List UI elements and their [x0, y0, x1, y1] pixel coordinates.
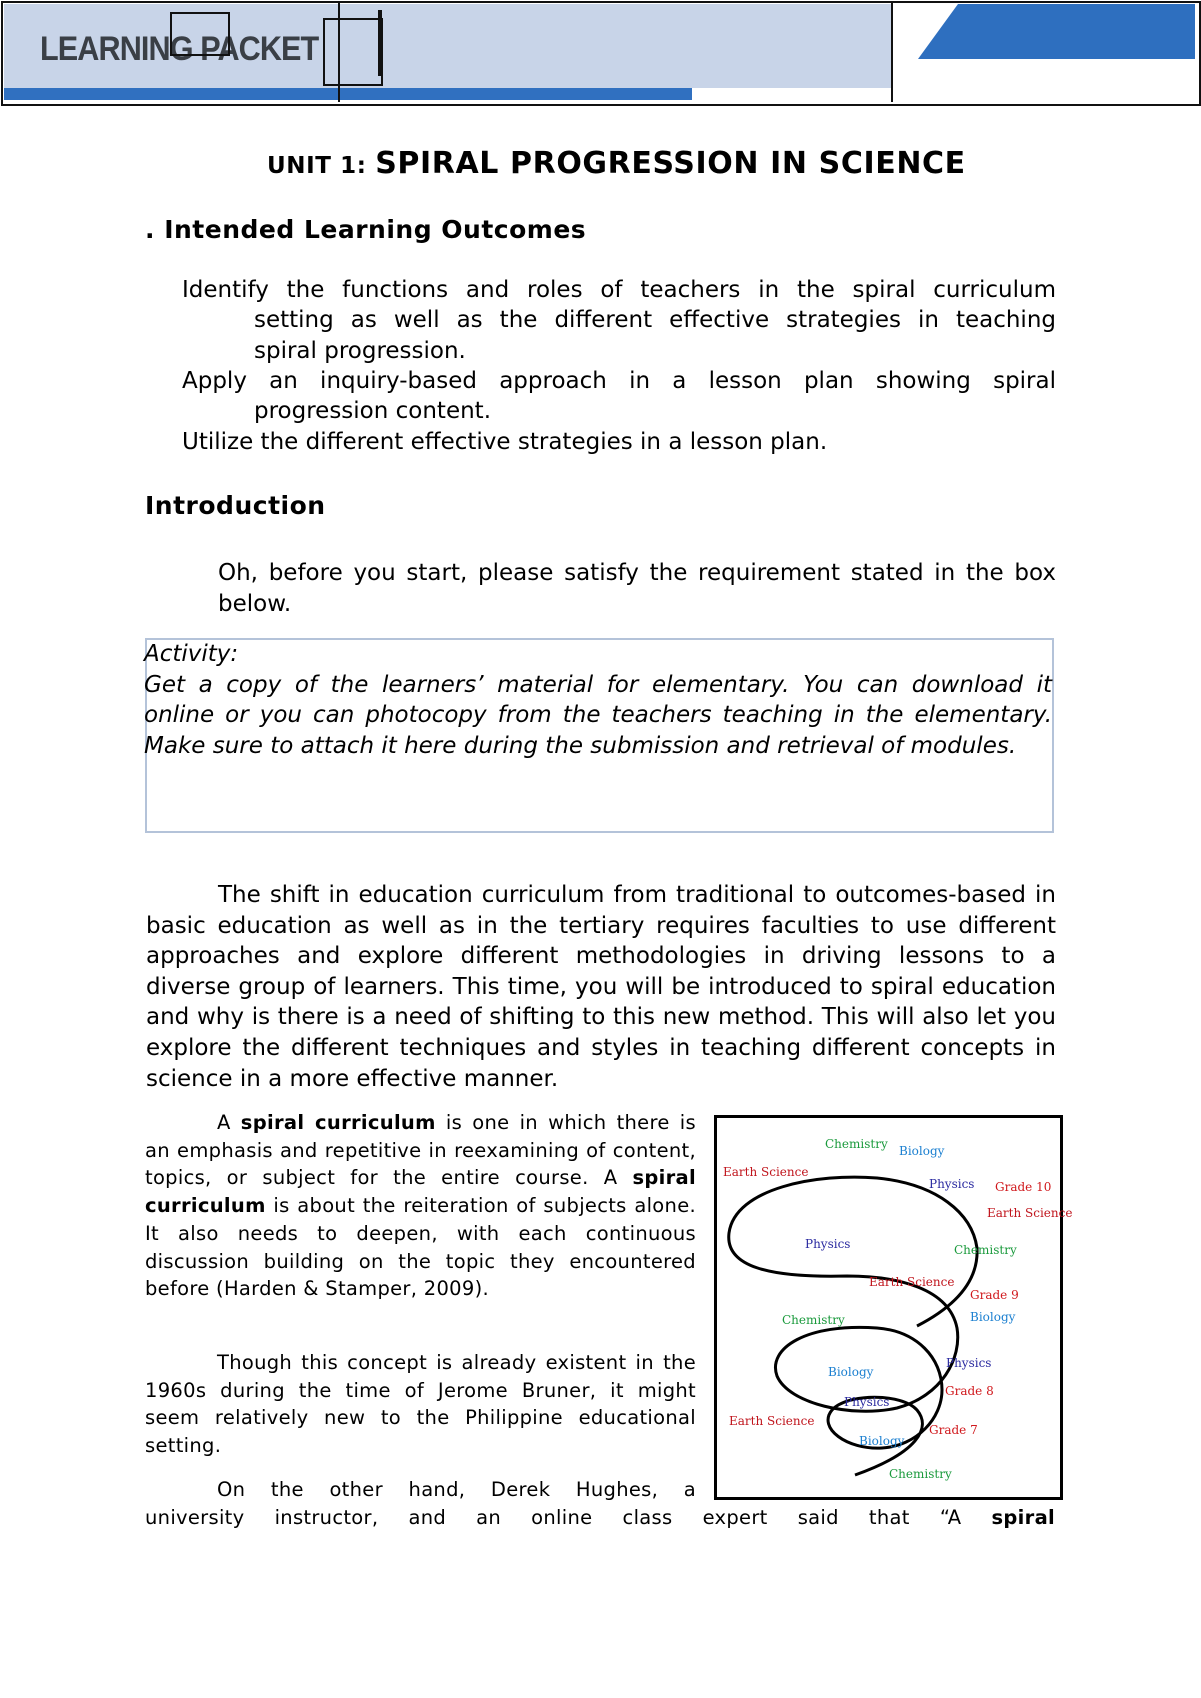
label-chemistry: Chemistry: [825, 1137, 888, 1151]
outcome-line: Identify the functions and roles of teachers in the spiral curriculum: [182, 277, 1056, 303]
outcome-item: [182, 275, 1056, 366]
outcome-item: [182, 427, 1056, 457]
label-biology: Biology: [899, 1144, 945, 1158]
label-chemistry: Chemistry: [954, 1243, 1017, 1257]
label-physics: Physics: [844, 1395, 890, 1409]
label-physics: Physics: [946, 1356, 992, 1370]
activity-label: Activity:: [144, 641, 239, 667]
label-physics: Physics: [929, 1177, 975, 1191]
label-earth-science: Earth Science: [729, 1414, 815, 1428]
label-grade-9: Grade 9: [970, 1288, 1019, 1302]
term-spiral-curriculum: spiral curriculum: [240, 1111, 436, 1134]
outcome-line: Apply an inquiry-based approach in a lesson plan showing spiral: [182, 368, 1056, 394]
term-spiral: spiral: [991, 1506, 1056, 1529]
label-earth-science: Earth Science: [723, 1165, 809, 1179]
logo-bar: [378, 10, 382, 76]
body-paragraph: [146, 880, 1056, 1094]
label-grade-10: Grade 10: [995, 1180, 1052, 1194]
outcome-line: progression content.: [254, 398, 492, 425]
hughes-paragraph-line: university instructor, and an online class expert said that “A spiral: [145, 1506, 1056, 1529]
label-grade-7: Grade 7: [929, 1423, 978, 1437]
logo-box-icon: [170, 12, 230, 56]
page-title: [267, 146, 966, 181]
label-biology: Biology: [828, 1365, 874, 1379]
label-biology: Biology: [859, 1434, 905, 1448]
label-earth-science: Earth Science: [987, 1206, 1073, 1220]
outcome-line: Utilize the different effective strategies in a lesson plan.: [182, 429, 828, 455]
spiral-definition-paragraph: A spiral curriculum is one in which there is an emphasis and repetitive in reexamining of content, topics, or subject for the entire course. A spiral curriculum is about the reiteration of subjects alone. It also needs to deepen, with each continuous discussion building on the topic they encountered before (Harden & Stamper, 2009).: [145, 1111, 696, 1301]
activity-content: [144, 639, 1052, 761]
logo-text: LEARNING PACKET: [40, 30, 319, 68]
spiral-diagram: [717, 1118, 1073, 1497]
label-physics: Physics: [805, 1237, 851, 1251]
outcome-line: setting as well as the different effective strategies in teaching: [254, 307, 1056, 334]
introduction-heading: Introduction: [145, 491, 326, 520]
introduction-paragraph: Oh, before you start, please satisfy the requirement stated in the box below.: [218, 560, 1056, 617]
label-chemistry: Chemistry: [782, 1313, 845, 1327]
spiral-curriculum-figure: [714, 1115, 1073, 1500]
banner-divider: [891, 1, 893, 102]
outcomes-heading: . Intended Learning Outcomes: [145, 215, 587, 244]
header-banner: [0, 0, 1200, 106]
hughes-paragraph-start: On the other hand, Derek Hughes, a: [217, 1478, 696, 1501]
history-paragraph: Though this concept is already existent in the 1960s during the time of Jerome Bruner, it might seem relatively new to the Philippine educational setting.: [145, 1351, 696, 1458]
outcome-item: [182, 366, 1056, 427]
label-earth-science: Earth Science: [869, 1275, 955, 1289]
term-spiral-curriculum: spiral curriculum: [145, 1166, 696, 1218]
title-prefix: UNIT 1:: [267, 153, 376, 179]
logo-box-icon: [323, 18, 383, 86]
activity-instructions: Get a copy of the learners’ material for elementary. You can download it online or you can photocopy from the teachers teaching in the elementary. Make sure to attach it here during the submission and retrieval of modules.: [144, 671, 1052, 759]
label-grade-8: Grade 8: [945, 1384, 994, 1398]
outcome-line: spiral progression.: [254, 337, 466, 364]
body-paragraph-text: The shift in education curriculum from traditional to outcomes-based in basic education as well as in the tertiary requires faculties to use different approaches and explore different methodologies in driving lessons to a diverse group of learners. This time, you will be introduced to spiral education and why is there is a need of shifting to this new method. This will also let you explore the different techniques and styles in teaching different concepts in science in a more effective manner.: [146, 882, 1056, 1092]
label-biology: Biology: [970, 1310, 1016, 1324]
label-chemistry: Chemistry: [889, 1467, 952, 1481]
title-main: SPIRAL PROGRESSION IN SCIENCE: [375, 146, 966, 181]
